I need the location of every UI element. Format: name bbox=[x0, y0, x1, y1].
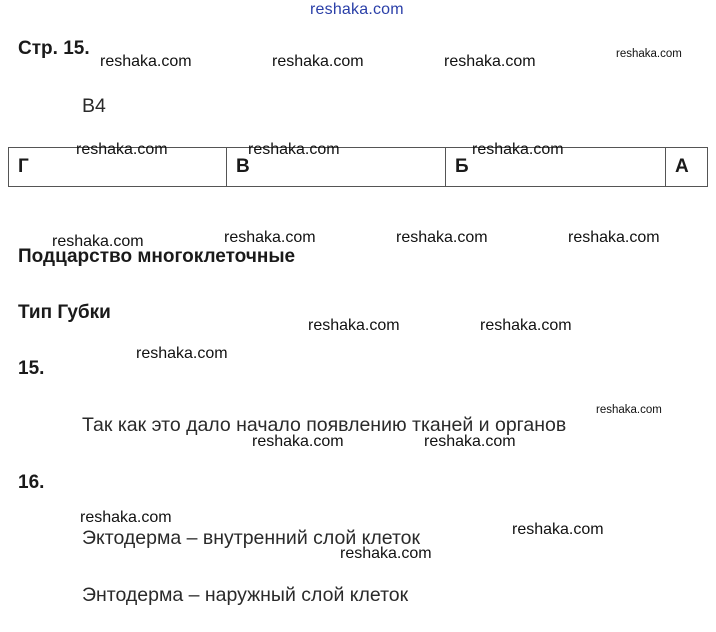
watermark: reshaka.com bbox=[396, 229, 488, 246]
watermark: reshaka.com bbox=[272, 53, 364, 70]
watermark: reshaka.com bbox=[136, 345, 228, 362]
watermark: reshaka.com bbox=[596, 404, 662, 416]
item-number-15: 15. bbox=[18, 358, 45, 379]
watermark: reshaka.com bbox=[472, 141, 564, 158]
answer-cell-3: Б bbox=[446, 148, 666, 187]
watermark: reshaka.com bbox=[252, 433, 344, 450]
watermark: reshaka.com bbox=[100, 53, 192, 70]
answer-cell-2: В bbox=[227, 148, 446, 187]
section-title: Подцарство многоклеточные bbox=[18, 246, 296, 267]
answer-cell-1: Г bbox=[9, 148, 227, 187]
item-number-16: 16. bbox=[18, 472, 45, 493]
watermark: reshaka.com bbox=[616, 48, 682, 60]
watermark: reshaka.com bbox=[76, 141, 168, 158]
watermark: reshaka.com bbox=[224, 229, 316, 246]
watermark: reshaka.com bbox=[444, 53, 536, 70]
watermark: reshaka.com bbox=[308, 317, 400, 334]
item-16-line-ectoderm: Эктодерма – внутренний слой клеток bbox=[82, 527, 421, 549]
watermark: reshaka.com bbox=[568, 229, 660, 246]
watermark: reshaka.com bbox=[512, 521, 604, 538]
answer-cell-4: А bbox=[666, 148, 708, 187]
watermark: reshaka.com bbox=[80, 509, 172, 526]
watermark: reshaka.com bbox=[248, 141, 340, 158]
watermark: reshaka.com bbox=[340, 545, 432, 562]
watermark: reshaka.com bbox=[480, 317, 572, 334]
type-title: Тип Губки bbox=[18, 302, 111, 323]
item-15-answer: Так как это дало начало появлению тканей и органов bbox=[82, 414, 567, 436]
watermark: reshaka.com bbox=[52, 233, 144, 250]
site-header-logo[interactable]: reshaka.com bbox=[310, 1, 404, 18]
task-label: В4 bbox=[82, 95, 106, 117]
watermark: reshaka.com bbox=[424, 433, 516, 450]
page-label: Стр. 15. bbox=[18, 38, 90, 59]
item-16-line-endoderm: Энтодерма – наружный слой клеток bbox=[82, 584, 409, 606]
